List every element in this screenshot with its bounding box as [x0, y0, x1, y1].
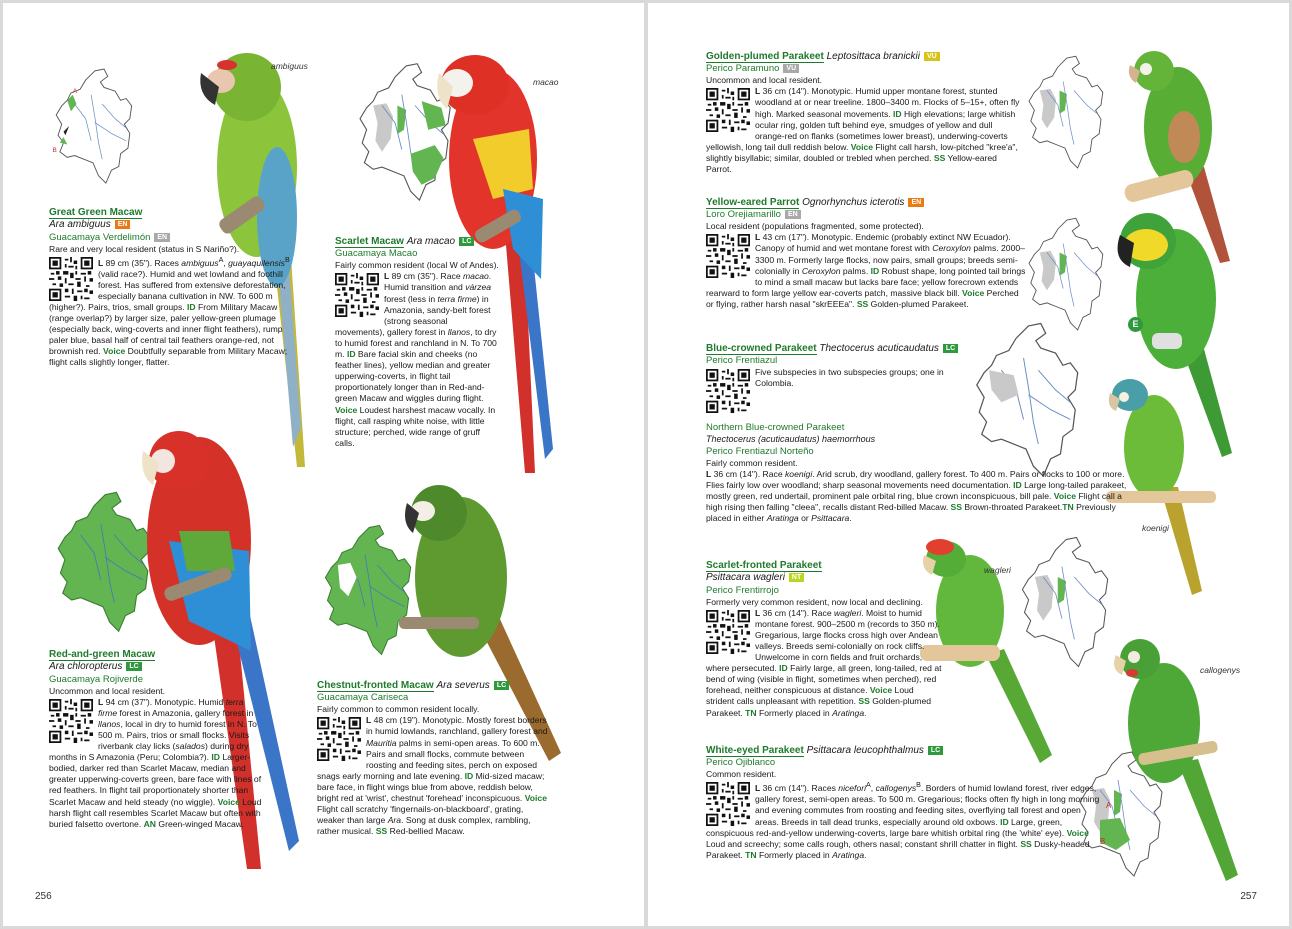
- qr-code[interactable]: [49, 699, 93, 743]
- caption-koenigi: koenigi: [1142, 523, 1169, 533]
- local-name: Perico Frentirrojo: [706, 584, 779, 596]
- subspecies-notes: Five subspecies in two subspecies groups; one in Colombia.: [755, 367, 944, 389]
- local-name: Guacamaya Macao: [335, 248, 418, 260]
- species-description: L 89 cm (35"). Races ambiguus$^A$, guayaquilensis$^B$ (valid race?). Humid and wet lowland and foothill forest. Has suffered from extensive deforestation, especially banana cultivation in NW. To 600 m (higher?). Pairs, trios, small groups. ID From Military Macaw (range overlap?) by larger size, paler yellow-green plumage (especially back, wing-coverts and inner flight feathers), rump paler blue, basal half of central tail feathers orange-red, not brownish red. Voice Doubtfully separable from Military Macaw; flight calls slightly longer, flatter.: [49, 255, 290, 368]
- species-entry-white-eyed-parakeet: [706, 745, 1106, 861]
- page-number: 257: [1240, 891, 1257, 902]
- status-badge: LC: [928, 746, 943, 755]
- local-name: Guacamaya Cariseca: [317, 692, 409, 704]
- scientific-name: Psittacara wagleri: [706, 572, 785, 584]
- qr-code[interactable]: [317, 717, 361, 761]
- range-map-golden-plumed: [1020, 49, 1110, 177]
- subspecies-scientific-name: Thectocerus (acuticaudatus) haemorrhous: [706, 434, 876, 445]
- status-notes: Rare and very local resident (status in S Nariño?).: [49, 243, 240, 254]
- qr-code[interactable]: [706, 88, 750, 132]
- scientific-name: Thectocerus acuticaudatus: [819, 343, 939, 354]
- map-label-b: B: [1100, 837, 1106, 846]
- species-name: White-eyed Parakeet: [706, 745, 804, 756]
- species-description: L 36 cm (14"). Monotypic. Humid upper montane forest, stunted woodland at or near treeline. 1800–3400 m. Flocks of 5–15+, often fly high. Marked seasonal movements. ID High elevations; large whitish ocular ring, golden tuft behind eye, smudges of yellow and dull orange-red on flanks (sometimes lower breast), underwing-coverts yellowish, long tail dull reddish below. Voice Flight call harsh, low-pitched "kree'a", slightly bisyllabic; similar, doubled or trebled when perched. SS Yellow-eared Parrot.: [706, 86, 1020, 175]
- status-notes: Formerly very common resident, now local and declining.: [706, 596, 923, 607]
- species-entry-yellow-eared-parrot: [706, 197, 1026, 310]
- local-name: Loro Orejiamarillo: [706, 209, 781, 221]
- status-badge: LC: [459, 237, 474, 246]
- species-name: Yellow-eared Parrot: [706, 197, 800, 208]
- local-status-badge: EN: [154, 233, 170, 242]
- right-page: [648, 3, 1289, 926]
- local-status-badge: EN: [785, 210, 801, 219]
- species-description: L 48 cm (19"). Monotypic. Mostly forest borders in humid lowlands, ranchland, gallery forest and Mauritia palms in semi-open areas. To 600 m. Pairs and small flocks, commute between roosting and feeding sites, perch on exposed snags early morning and late evening. ID Mid-sized macaw; bare face, in flight wings blue from above, reddish below, bright red at 'wrist', chestnut 'forehead' inconspicuous. Voice Flight call scratchy 'fingernails-on-blackboard', grating, weaker than large Ara. Song at dusk complex, rambling, rather musical. SS Red-bellied Macaw.: [317, 715, 548, 837]
- status-badge: NT: [789, 573, 804, 582]
- species-name: Great Green Macaw: [49, 207, 143, 218]
- species-entry-scarlet-macaw: [335, 236, 499, 449]
- caption-macao: macao: [533, 77, 559, 87]
- status-badge: VU: [924, 52, 940, 61]
- scientific-name: Psittacara leucophthalmus: [806, 745, 924, 756]
- species-description: L 43 cm (17"). Monotypic. Endemic (probably extinct NW Ecuador). Canopy of humid and wet montane forest with Ceroxylon palms. 2000–3300 m. Formerly large flocks, now pairs, small groups; breeds semi-colonially in Ceroxylon palms. ID Robust shape, long pointed tail brings to mind a small macaw but lacks bare face; yellow forecrown extends rearward to form large yellow ear-coverts patch, massive black bill. Voice Perched or flying, rather harsh nasal "skrEEEa". SS Golden-plumed Parakeet.: [706, 232, 1026, 309]
- range-map-great-green: [47, 57, 139, 197]
- status-notes: Local resident (populations fragmented, some protected).: [706, 221, 924, 232]
- subspecies-name: Northern Blue-crowned Parakeet: [706, 422, 845, 434]
- species-name: Scarlet-fronted Parakeet: [706, 560, 822, 571]
- species-entry-red-and-green-macaw: [49, 649, 263, 830]
- page-number: 256: [35, 891, 52, 902]
- status-notes: Uncommon and local resident.: [49, 685, 166, 696]
- status-badge: LC: [126, 662, 141, 671]
- map-label-a: A: [72, 87, 78, 95]
- map-label-b: B: [52, 146, 57, 154]
- species-entry-golden-plumed-parakeet: [706, 51, 1024, 175]
- species-description: L 36 cm (14"). Race koenigi. Arid scrub, dry woodland, gallery forest. To 400 m. Pairs or flocks to 100 or more. Flies fairly low over woodland; sharp seasonal movements need documentation. ID Large long-tailed parakeet, mostly green, red undertail, prominent pale orbital ring, blue crown inconspicuous, bill pale. Voice Flight call a high rising then falling "cleea", recalls distant Red-billed Macaw. SS Brown-throated Parakeet.TN Previously placed in either Aratinga or Psittacara.: [706, 468, 1127, 524]
- scientific-name: Leptosittaca branickii: [826, 51, 920, 62]
- status-badge: LC: [494, 681, 509, 690]
- qr-code[interactable]: [706, 610, 750, 654]
- endemic-marker: E: [1128, 317, 1143, 332]
- scientific-name: Ognorhynchus icterotis: [802, 197, 905, 208]
- species-name: Chestnut-fronted Macaw: [317, 680, 434, 691]
- scientific-name: Ara severus: [436, 680, 490, 691]
- local-name: Guacamaya Verdelimón: [49, 231, 151, 243]
- scientific-name: Ara ambiguus: [49, 219, 111, 231]
- status-badge: LC: [943, 344, 958, 353]
- qr-code[interactable]: [706, 369, 750, 413]
- scientific-name: Ara macao: [406, 236, 456, 247]
- local-name: Guacamaya Rojiverde: [49, 673, 143, 685]
- scientific-name: Ara chloropterus: [49, 661, 123, 673]
- subspecies-local-name: Perico Frentiazul Norteño: [706, 445, 814, 457]
- species-description: L 36 cm (14"). Races nicefori$^A$, callogenys$^B$. Borders of humid lowland forest, river edges, gallery forest, semi-open areas. To 500 m. Gregarious; flocks often fly high in long morning and evening commutes from roosting and feeding sites, overflying tall forest and open areas. Breeds in tall dead trunks, especially around old oxbows. ID Large, green, conspicuous red-and-yellow underwing-coverts, large bare whitish orbital ring (the 'white' eye). Voice Loud and screechy; some calls rough, others nasal; constant shrill chatter in flight. SS Dusky-headed Parakeet. TN Formerly placed in Aratinga.: [706, 781, 1100, 860]
- caption-ambiguus: ambiguus: [271, 61, 308, 71]
- species-name: Scarlet Macaw: [335, 236, 404, 247]
- species-entry-blue-crowned-parakeet: [706, 343, 1128, 524]
- caption-callogenys: callogenys: [1200, 665, 1241, 675]
- species-description: L 94 cm (37"). Monotypic. Humid terra firme forest in Amazonia, gallery forest in llanos, local in dry to humid forest in N. To 500 m. Pairs, trios or small flocks. Visits riverbank clay licks (salados) during dry months in S Amazonia (Peru; Colombia?). ID Larger-bodied, darker red than Scarlet Macaw, median and greater upperwing-coverts green, bare face with lines of red feathers. In flight tail proportionately shorter than Scarlet Macaw and held steady (no wiggle). Voice Loud harsh flight call resembles Scarlet Macaw but often with buried falsetto overtone. AN Green-winged Macaw.: [49, 696, 262, 829]
- species-description: L 36 cm (14"). Race wagleri. Moist to humid montane forest. 900–2500 m (records to 350 m). Gregarious, large flocks cross high over Andean valleys. Breeds semi-colonially on rock cliffs. Unwelcome in corn fields and fruit orchards, where persecuted. ID Fairly large, all green, long-tailed, red at bend of wing (visible in flight, sometimes when perched), red forehead, neither conspicuous at distance. Voice Loud strident calls unpleasant with repetition. SS Golden-plumed Parakeet. TN Formerly placed in Aratinga.: [706, 607, 942, 718]
- qr-code[interactable]: [49, 257, 93, 301]
- species-name: Red-and-green Macaw: [49, 649, 156, 660]
- status-notes: Uncommon and local resident.: [706, 75, 823, 86]
- local-name: Perico Frentiazul: [706, 355, 778, 367]
- species-entry-great-green-macaw: [49, 207, 293, 368]
- status-notes: Fairly common resident (local W of Andes).: [335, 260, 499, 271]
- status-badge: EN: [115, 220, 131, 229]
- species-description: L 89 cm (35"). Race macao. Humid transition and várzea forest (less in terra firme) in Amazonia, sandy-belt forest (strong seasonal movements), gallery forest in llanos, to dry to humid forest and ranchland in N. To 700 m. ID Bare facial skin and cheeks (no feather lines), yellow median and greater upperwing-coverts, in flight tail proportionately longer than in Red-and-green Macaw and wiggles during flight. Voice Loudest harshest macaw vocally. In flight, call rasping white noise, with little structure; perched, wide range of gruff calls.: [335, 271, 497, 448]
- map-label-a: A: [1106, 801, 1112, 810]
- qr-code[interactable]: [706, 234, 750, 278]
- qr-code[interactable]: [335, 273, 379, 317]
- left-page: [3, 3, 644, 926]
- species-entry-chestnut-fronted-macaw: [317, 680, 551, 837]
- species-name: Golden-plumed Parakeet: [706, 51, 824, 62]
- species-name: Blue-crowned Parakeet: [706, 343, 817, 354]
- local-name: Perico Paramuno: [706, 63, 780, 75]
- status-notes: Common resident.: [706, 769, 777, 780]
- status-badge: EN: [908, 198, 924, 207]
- caption-wagleri: wagleri: [984, 565, 1011, 575]
- local-status-badge: VU: [783, 64, 799, 73]
- species-entry-scarlet-fronted-parakeet: [706, 560, 942, 719]
- qr-code[interactable]: [706, 782, 750, 826]
- subspecies-status: Fairly common resident.: [706, 457, 798, 468]
- status-notes: Fairly common to common resident locally.: [317, 704, 480, 715]
- range-map-yellow-eared: [1020, 211, 1110, 339]
- local-name: Perico Ojiblanco: [706, 757, 776, 769]
